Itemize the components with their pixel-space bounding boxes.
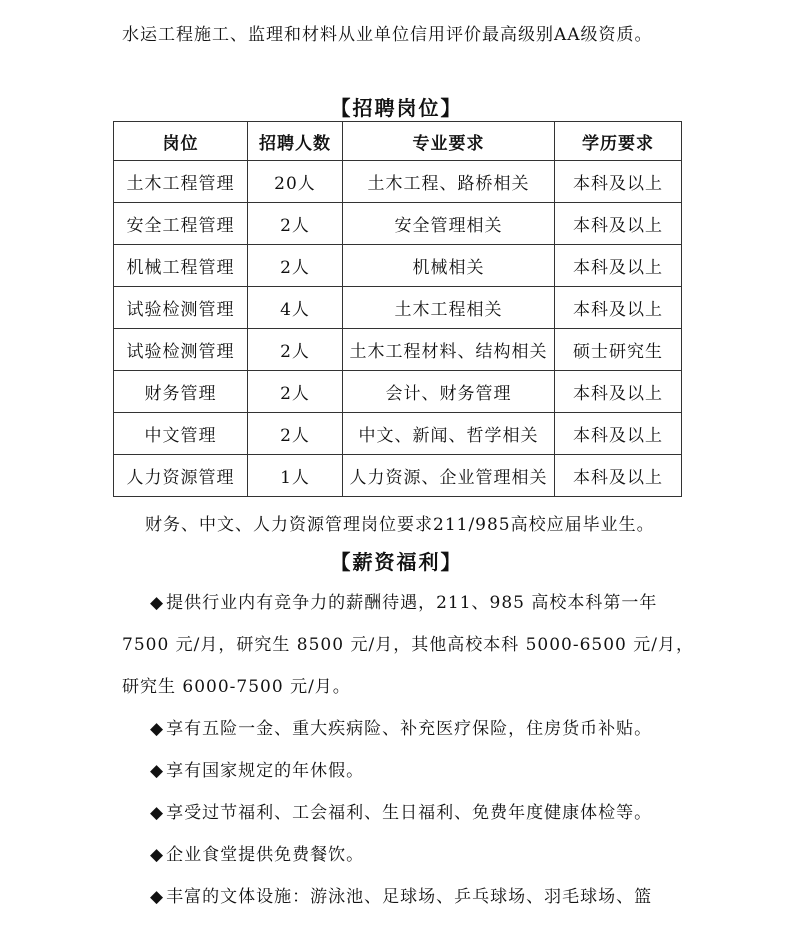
cell-position: 试验检测管理 xyxy=(114,287,248,329)
table-row xyxy=(114,329,682,371)
diamond-bullet-icon: ◆ xyxy=(150,719,165,739)
diamond-bullet-icon: ◆ xyxy=(150,887,165,907)
table-row xyxy=(114,413,682,455)
benefit-holiday: ◆ 享受过节福利、工会福利、生日福利、免费年度健康体检等。 xyxy=(150,803,653,823)
header-major: 专业要求 xyxy=(343,122,555,161)
table-note: 财务、中文、人力资源管理岗位要求211/985高校应届毕业生。 xyxy=(145,515,655,535)
benefit-salary-line2: 7500 元/月，研究生 8500 元/月，其他高校本科 5000-6500 元/月， xyxy=(122,635,694,655)
cell-headcount: 2人 xyxy=(248,329,343,371)
cell-major: 人力资源、企业管理相关 xyxy=(343,455,555,497)
benefits-heading: 【薪资福利】 xyxy=(330,550,463,574)
cell-position: 财务管理 xyxy=(114,371,248,413)
table-row xyxy=(114,287,682,329)
header-education: 学历要求 xyxy=(555,122,682,161)
benefit-facilities: ◆ 丰富的文体设施：游泳池、足球场、乒乓球场、羽毛球场、篮 xyxy=(150,887,653,907)
cell-position: 安全工程管理 xyxy=(114,203,248,245)
intro-line: 水运工程施工、监理和材料从业单位信用评价最高级别AA级资质。 xyxy=(122,25,653,45)
cell-major: 机械相关 xyxy=(343,245,555,287)
cell-major: 土木工程材料、结构相关 xyxy=(343,329,555,371)
diamond-bullet-icon: ◆ xyxy=(150,845,165,865)
diamond-bullet-icon: ◆ xyxy=(150,593,165,613)
diamond-bullet-icon: ◆ xyxy=(150,803,165,823)
cell-education: 本科及以上 xyxy=(555,161,682,203)
cell-headcount: 2人 xyxy=(248,245,343,287)
header-headcount: 招聘人数 xyxy=(248,122,343,161)
cell-education: 硕士研究生 xyxy=(555,329,682,371)
cell-position: 机械工程管理 xyxy=(114,245,248,287)
cell-position: 中文管理 xyxy=(114,413,248,455)
cell-education: 本科及以上 xyxy=(555,245,682,287)
table-row xyxy=(114,371,682,413)
cell-major: 土木工程相关 xyxy=(343,287,555,329)
header-position: 岗位 xyxy=(114,122,248,161)
cell-education: 本科及以上 xyxy=(555,287,682,329)
cell-headcount: 1人 xyxy=(248,455,343,497)
cell-education: 本科及以上 xyxy=(555,413,682,455)
table-header-row xyxy=(114,122,682,161)
cell-education: 本科及以上 xyxy=(555,455,682,497)
cell-major: 土木工程、路桥相关 xyxy=(343,161,555,203)
cell-education: 本科及以上 xyxy=(555,203,682,245)
cell-headcount: 2人 xyxy=(248,203,343,245)
benefit-canteen: ◆ 企业食堂提供免费餐饮。 xyxy=(150,845,365,865)
table-row xyxy=(114,245,682,287)
diamond-bullet-icon: ◆ xyxy=(150,761,165,781)
cell-headcount: 4人 xyxy=(248,287,343,329)
benefit-insurance: ◆ 享有五险一金、重大疾病险、补充医疗保险，住房货币补贴。 xyxy=(150,719,653,739)
benefit-salary-line1: ◆ 提供行业内有竞争力的薪酬待遇，211、985 高校本科第一年 xyxy=(150,593,658,613)
cell-major: 中文、新闻、哲学相关 xyxy=(343,413,555,455)
table-row xyxy=(114,203,682,245)
table-row xyxy=(114,161,682,203)
table-row xyxy=(114,455,682,497)
recruit-heading: 【招聘岗位】 xyxy=(330,96,463,120)
cell-major: 安全管理相关 xyxy=(343,203,555,245)
cell-headcount: 2人 xyxy=(248,413,343,455)
benefit-vacation: ◆ 享有国家规定的年休假。 xyxy=(150,761,365,781)
cell-headcount: 2人 xyxy=(248,371,343,413)
cell-major: 会计、财务管理 xyxy=(343,371,555,413)
recruitment-table xyxy=(113,121,682,497)
cell-position: 人力资源管理 xyxy=(114,455,248,497)
cell-headcount: 20人 xyxy=(248,161,343,203)
benefit-salary-line3: 研究生 6000-7500 元/月。 xyxy=(122,677,351,697)
cell-position: 试验检测管理 xyxy=(114,329,248,371)
cell-position: 土木工程管理 xyxy=(114,161,248,203)
cell-education: 本科及以上 xyxy=(555,371,682,413)
